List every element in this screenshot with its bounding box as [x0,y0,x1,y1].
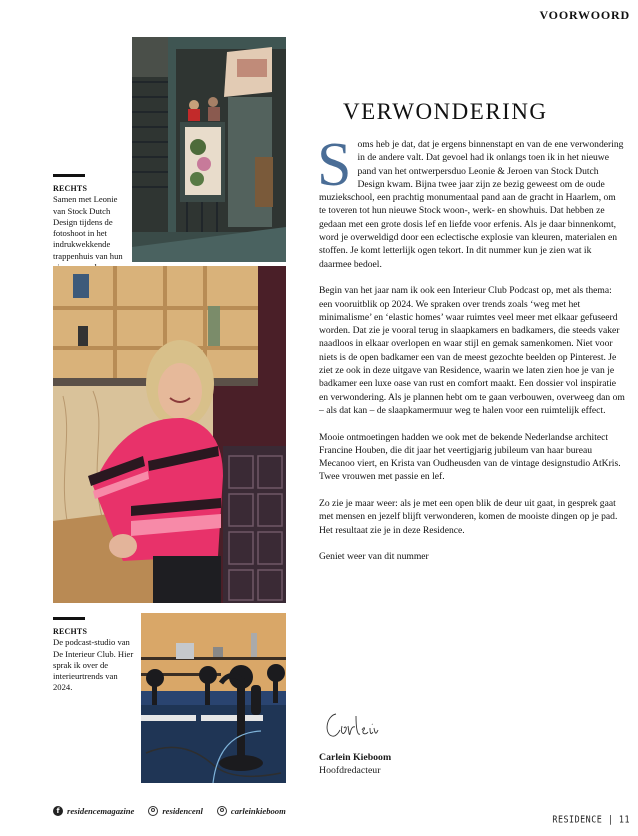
signature-image [322,708,382,744]
author-name: Carlein Kieboom [319,752,392,763]
article-title: VERWONDERING [343,99,548,125]
caption-rule [53,617,85,620]
caption-rule [53,174,85,177]
social-link-instagram-residence[interactable] [148,806,203,816]
podcast-studio-photo [141,613,286,783]
footer-social-links [53,806,286,816]
stairwell-photo [132,37,286,262]
article-paragraph: Mooie ontmoetingen hadden we ook met de bekende Nederlandse architect Francine Houben, die dit jaar het veertigjarig jubileum van haar bureau Mecanoo viert, en Krista van Oudheusden van de vintage designstudio AtKris. Twee vrouwen met passie en lef. [319,431,621,483]
article-closing: Geniet weer van dit nummer [319,551,429,563]
instagram-icon [148,806,158,816]
caption-label: RECHTS [53,627,88,636]
article-body [317,131,625,577]
photo-caption-stairwell [53,174,131,273]
podcast-illustration [141,613,286,783]
caption-label: RECHTS [53,184,88,193]
page-number: RESIDENCE | 11 [552,813,630,825]
portrait-photo [53,266,286,603]
social-handle: residencenl [162,806,203,816]
author-role: Hoofdredacteur [319,765,381,776]
social-link-instagram-carlein[interactable] [217,806,286,816]
instagram-icon [217,806,227,816]
section-label: VOORWOORD [539,8,630,22]
caption-text: Samen met Leonie van Stock Dutch Design tijdens de fotoshoot in het indrukwekkende trappenhuis van hun [53,194,123,261]
facebook-icon: f [53,806,63,816]
caption-text: De podcast-studio van De Interieur Club. Hier sprak ik over de interieurtrends van 2024. [53,637,134,693]
stairwell-illustration [132,37,286,262]
drop-cap: S [317,131,352,199]
social-handle: residencemagazine [67,806,135,816]
social-handle: carleinkieboom [230,806,286,816]
photo-caption-podcast [53,617,139,694]
article-paragraph: Zo zie je maar weer: als je met een open blik de deur uit gaat, in gesprek gaat met mensen en jezelf blijft verwonderen, komen de mooiste dingen op je pad. Het resultaat zie je in deze Residence. [319,498,618,536]
article-paragraph: Begin van het jaar nam ik ook een Interieur Club Podcast op, met als thema: een vooruitblik op 2024. We spraken over trends zoals ‘weg met het minimalisme’ en ‘elastic homes’ waar ruimtes veel meer met elkaar gefuseerd worden. Dat zie je vooral terug in slaapkamers en badkamers, die steeds vaker naadloos in elkaar overlopen en waar stijl en gemak samenkomen. Niet voor niets is de open badkamer een van de meest gezochte beelden op Pinterest. Je ziet ze ook in deze uitgave van Residence, waarin we laten zien hoe je van je badkamer een luxe oase van rust en comfort maakt. Een dossier vol inspiratie en verwondering. Als je plannen hebt om te gaan verbouwen, overweeg dan om – als dat kan – de slaapkamermuur weg te halen voor een ruimtelijk effect. [319,285,625,416]
social-link-facebook[interactable] [53,806,134,816]
article-paragraph: Soms heb je dat, dat je ergens binnenstapt en van de ene verwondering in de andere valt. Dat gevoel had ik onlangs toen ik in het nieuwe pand van het ontwerpersduo Leonie & Jeroen van Stock Dutch Design kwam. Bijna twee jaar zijn ze bezig geweest om de oude muziekschool, een prachtig monumentaal pand aan de gracht in Haarlem, om te toveren tot hun nieuwe Stock woon-, werk- en showhuis. Dat hebben ze gedaan met een grote dosis lef en liefde voor erfenis. Als je daar binnenkomt, word je overweldigd door een eclectische explosie van kleuren, materialen en stoffen. Je komt letterlijk ogen tekort. In dit nummer kun je zien wat ik daarmee bedoel. [317,131,624,270]
portrait-illustration [53,266,286,603]
